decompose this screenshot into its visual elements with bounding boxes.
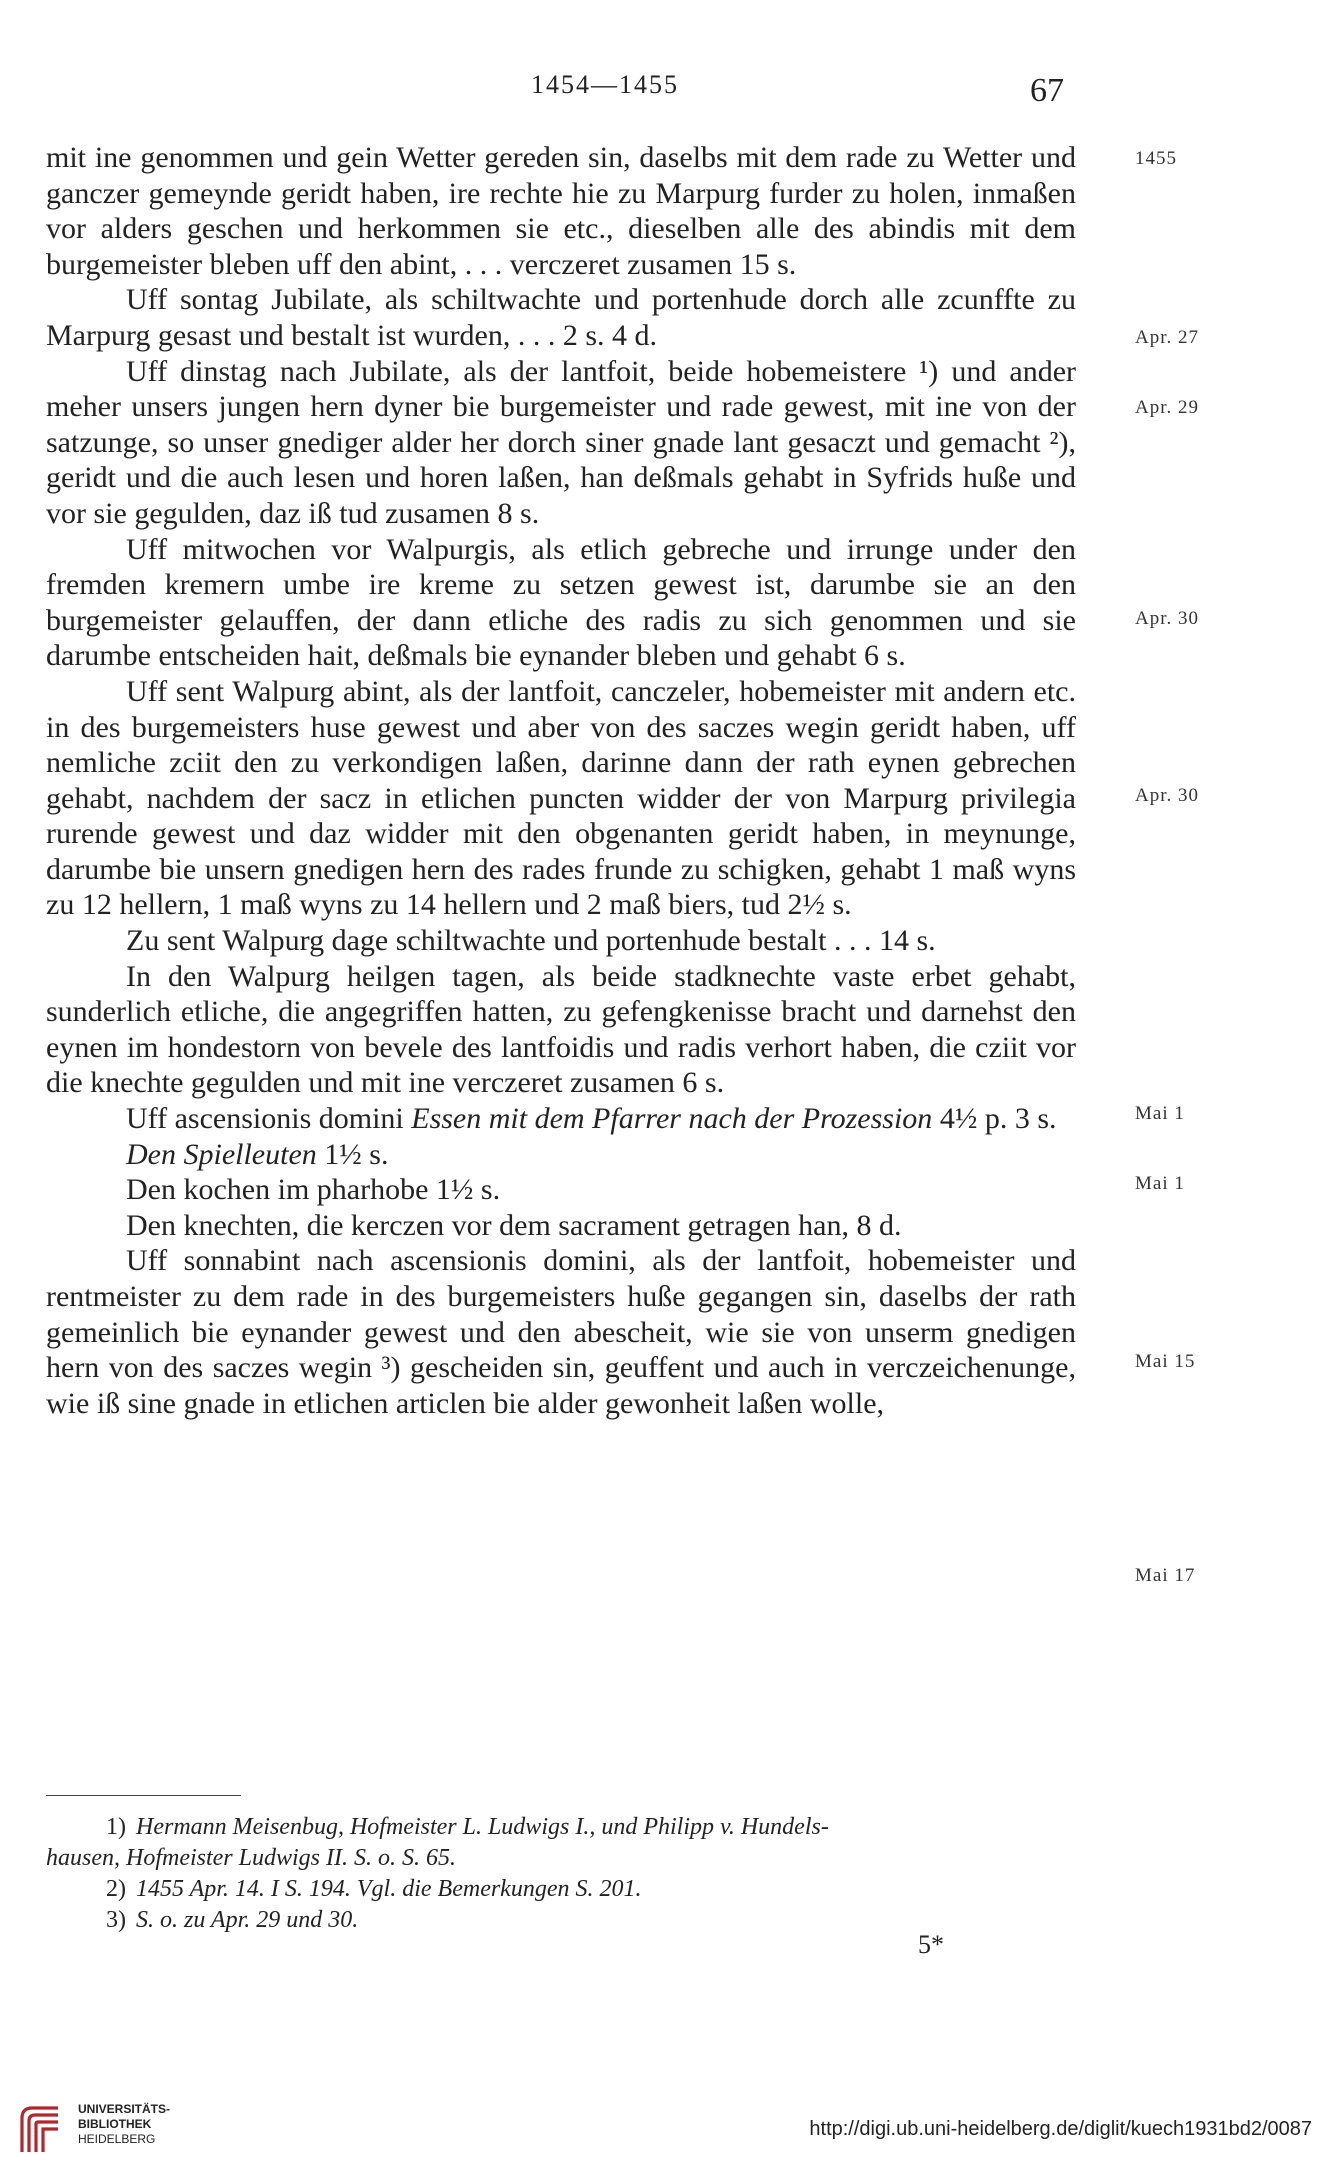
margin-date: Mai 17 bbox=[1135, 1565, 1196, 1586]
main-text bbox=[46, 140, 1076, 1421]
footnote bbox=[46, 1874, 1076, 1905]
page-number: 67 bbox=[1030, 72, 1064, 109]
margin-date: Apr. 29 bbox=[1135, 397, 1199, 418]
paragraph: Den knechten, die kerczen vor dem sacrament getragen han, 8 d. bbox=[126, 1208, 902, 1242]
paragraph: Uff dinstag nach Jubilate, als der lantfoit, beide hobemeistere ¹) und ander meher unsers jungen hern dyner bie burgemeister und rade gewest, mit ine von der satzunge, so unser gnediger alder her dorch siner gnade lant gesaczt und gemacht ²), geridt und die auch lesen und horen laßen, han deßmals gehabt in Syfrids huße und vor sie gegulden, daz iß tud zusamen 8 s. bbox=[46, 354, 1076, 530]
footnote-text: 1455 Apr. 14. I S. 194. Vgl. die Bemerkungen S. 201. bbox=[136, 1876, 642, 1902]
footnote-number: 1) bbox=[106, 1814, 126, 1840]
paragraph: Zu sent Walpurg dage schiltwachte und portenhude bestalt . . . 14 s. bbox=[126, 924, 936, 958]
margin-date: Mai 1 bbox=[1135, 1173, 1185, 1194]
source-url[interactable]: http://digi.ub.uni-heidelberg.de/diglit/kuech1931bd2/0087 bbox=[809, 2118, 1312, 2140]
margin-date: Mai 1 bbox=[1135, 1103, 1185, 1124]
margin-date: Apr. 27 bbox=[1135, 327, 1199, 348]
paragraph-text: 4½ p. 3 s. bbox=[932, 1102, 1057, 1136]
paragraph-text: Uff ascensionis domini bbox=[126, 1102, 412, 1136]
margin-date: Mai 15 bbox=[1135, 1351, 1196, 1372]
margin-date: Apr. 30 bbox=[1135, 785, 1199, 806]
year-range: 1454—1455 bbox=[531, 70, 679, 99]
paragraph bbox=[46, 1137, 1076, 1173]
paragraph: mit ine genommen und gein Wetter gereden sin, daselbs mit dem rade zu Wetter und ganczer gemeynde geridt haben, ire rechte hie zu Marpurg furder zu holen, inmaßen vor alders geschen und herkommen sie etc., dieselben alle des abindis mit dem burgemeister bleben uff den abint, . . . verczeret zusamen 15 s. bbox=[46, 141, 1076, 281]
margin-date: Apr. 30 bbox=[1135, 608, 1199, 629]
footnote-divider bbox=[46, 1795, 241, 1796]
library-name-line: BIBLIOTHEK bbox=[78, 2117, 152, 2131]
paragraph: Uff sontag Jubilate, als schiltwachte und portenhude dorch alle zcunffte zu Marpurg gesast und bestalt ist wurden, . . . 2 s. 4 d. bbox=[46, 283, 1076, 352]
library-logo-icon bbox=[14, 2100, 66, 2158]
footnote-text: S. o. zu Apr. 29 und 30. bbox=[136, 1907, 359, 1933]
paragraph: Den kochen im pharhobe 1½ s. bbox=[126, 1173, 501, 1207]
editorial-italic: Den Spielleuten bbox=[126, 1137, 317, 1171]
footnote-number: 3) bbox=[106, 1907, 126, 1933]
paragraph: Uff sent Walpurg abint, als der lantfoit, canczeler, hobemeister mit andern etc. in des burgemeisters huse gewest und aber von des saczes wegin geridt haben, uff nemliche zciit den zu verkondigen laßen, darinne dann der rath eynen gebrechen gehabt, nachdem der sacz in etlichen puncten widder der von Marpurg privilegia rurende gewest und daz widder mit den obgenanten geridt haben, in meynunge, darumbe bie unsern gnedigen hern des rades frunde zu schigken, gehabt 1 maß wyns zu 12 hellern, 1 maß wyns zu 14 hellern und 2 maß biers, tud 2½ s. bbox=[46, 674, 1076, 922]
running-header bbox=[0, 70, 1330, 100]
footnote-number: 2) bbox=[106, 1876, 126, 1902]
paragraph: Uff mitwochen vor Walpurgis, als etlich gebreche und irrunge under den fremden kremern umbe ire kreme zu setzen gewest ist, darumbe sie an den burgemeister gelauffen, der dann etliche des radis zu sich genommen und sie darumbe entscheiden hait, deßmals bie eynander bleben und gehabt 6 s. bbox=[46, 532, 1076, 673]
footnote-text: Hermann Meisenbug, Hofmeister L. Ludwigs I., und Philipp v. Hundels- bbox=[136, 1814, 829, 1840]
library-name-line: UNIVERSITÄTS- bbox=[78, 2102, 171, 2116]
editorial-italic: Essen mit dem Pfarrer nach der Prozession bbox=[411, 1102, 933, 1136]
margin-date: 1455 bbox=[1135, 148, 1177, 169]
footnote bbox=[46, 1812, 1076, 1843]
library-name bbox=[78, 2102, 170, 2147]
paragraph: In den Walpurg heilgen tagen, als beide stadknechte vaste erbet gehabt, sunderlich etliche, die angegriffen hatten, zu gefengkenisse bracht und darnehst den eynen im hondestorn von bevele des lantfoidis und radis verhort haben, die cziit vor die knechte gegulden und mit ine verczeret zusamen 6 s. bbox=[46, 959, 1076, 1100]
paragraph-text: 1½ s. bbox=[316, 1137, 389, 1171]
paragraph: Uff sonnabint nach ascensionis domini, als der lantfoit, hobemeister und rentmeister zu dem rade in des burgemeisters huße gegangen sin, daselbs der rath gemeinlich bie eynander gewest und den abescheit, wie sie von unserm gnedigen hern von des saczes wegin ³) gescheiden sin, geuffent und auch in verczeichenunge, wie iß sine gnade in etlichen articlen bie alder gewonheit laßen wolle, bbox=[46, 1244, 1076, 1420]
footnotes bbox=[46, 1812, 1076, 1936]
paragraph bbox=[46, 1101, 1076, 1137]
signature-mark: 5* bbox=[918, 1930, 944, 1959]
library-name-line: HEIDELBERG bbox=[78, 2132, 156, 2146]
footnote-continuation: hausen, Hofmeister Ludwigs II. S. o. S. 65. bbox=[46, 1845, 456, 1871]
